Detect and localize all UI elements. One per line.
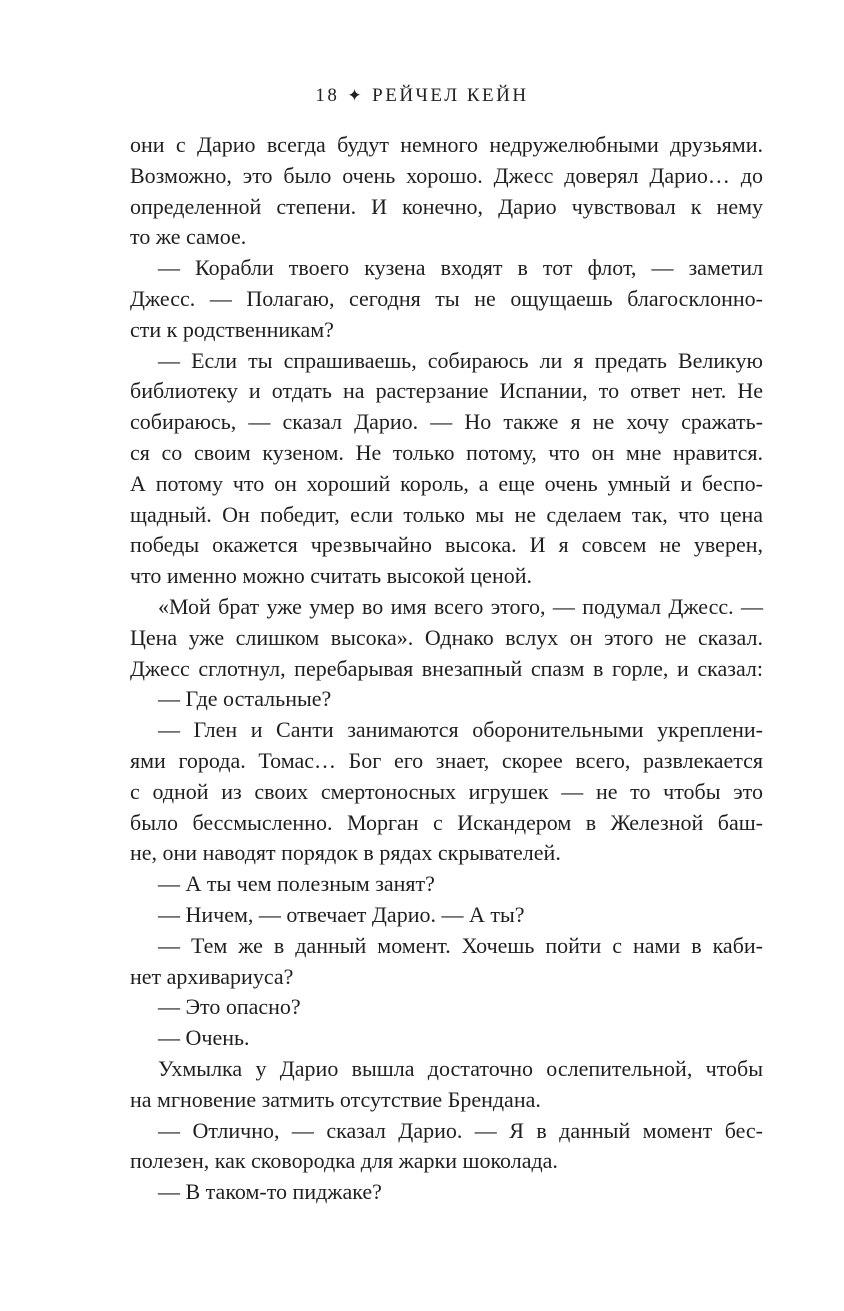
text-line: — Глен и Санти занимаются оборонительными укреплени- — [158, 717, 763, 743]
text-line: — Это опасно? — [158, 994, 301, 1020]
text-line: они с Дарио всегда будут немного недружелюбными друзьями. — [130, 132, 763, 157]
text-line: то же самое. — [130, 224, 247, 250]
text-line: полезен, как сковородка для жарки шоколада. — [130, 1148, 558, 1174]
running-head — [0, 82, 844, 110]
text-line: на мгновение затмить отсутствие Брендана. — [130, 1086, 541, 1112]
text-line: ся со своим кузеном. Не только потому, что он мне нравится. — [130, 439, 763, 465]
text-line: Джесс. — Полагаю, сегодня ты не ощущаешь благосклонно- — [130, 285, 763, 311]
text-line: определенной степени. И конечно, Дарио чувствовал к нему — [130, 193, 763, 219]
star-ornament-icon: ✦ — [347, 86, 365, 105]
text-line: ями города. Томас… Бог его знает, скорее всего, развлекается — [130, 747, 763, 773]
text-line: Джесс сглотнул, перебарывая внезапный спазм в горле, и сказал: — [130, 655, 763, 681]
text-line: нет архивариуса? — [130, 963, 294, 989]
author-name: РЕЙЧЕЛ КЕЙН — [372, 85, 529, 106]
text-line: было бессмысленно. Морган с Искандером в Железной баш- — [130, 809, 763, 835]
text-line: «Мой брат уже умер во имя всего этого, — подумал Джесс. — — [158, 593, 763, 619]
text-line: что именно можно считать высокой ценой. — [130, 563, 532, 589]
text-line: — Отлично, — сказал Дарио. — Я в данный момент бес- — [158, 1117, 763, 1143]
text-line: — Ничем, — отвечает Дарио. — А ты? — [158, 901, 525, 927]
text-line: — Где остальные? — [158, 686, 332, 712]
text-line: собираюсь, — сказал Дарио. — Но также я не хочу сражать- — [130, 409, 763, 435]
text-line: — Очень. — [158, 1025, 250, 1051]
text-line: Ухмылка у Дарио вышла достаточно ослепительной, чтобы — [158, 1055, 763, 1081]
text-line: Возможно, это было очень хорошо. Джесс доверял Дарио… до — [130, 162, 763, 188]
text-line: — Если ты спрашиваешь, собираюсь ли я предать Великую — [158, 347, 763, 373]
text-line: — Корабли твоего кузена входят в тот флот, — заметил — [158, 255, 763, 281]
text-line: с одной из своих смертоносных игрушек — не то чтобы это — [130, 778, 763, 804]
text-line: Цена уже слишком высока». Однако вслух он этого не сказал. — [130, 624, 763, 650]
page-number: 18 — [315, 85, 340, 106]
text-line: — В таком-то пиджаке? — [158, 1179, 382, 1205]
text-line: — А ты чем полезным занят? — [158, 871, 435, 897]
text-line: сти к родственникам? — [130, 316, 334, 342]
text-line: щадный. Он победит, если только мы не сделаем так, что цена — [130, 501, 763, 527]
text-line: победы окажется чрезвычайно высока. И я совсем не уверен, — [130, 532, 763, 558]
text-line: — Тем же в данный момент. Хочешь пойти с нами в каби- — [158, 932, 763, 958]
text-line: библиотеку и отдать на растерзание Испании, то ответ нет. Не — [130, 378, 763, 404]
text-line: А потому что он хороший король, а еще очень умный и беспо- — [130, 470, 763, 496]
body-text — [130, 130, 763, 1208]
text-line: не, они наводят порядок в рядах скрывателей. — [130, 840, 561, 866]
